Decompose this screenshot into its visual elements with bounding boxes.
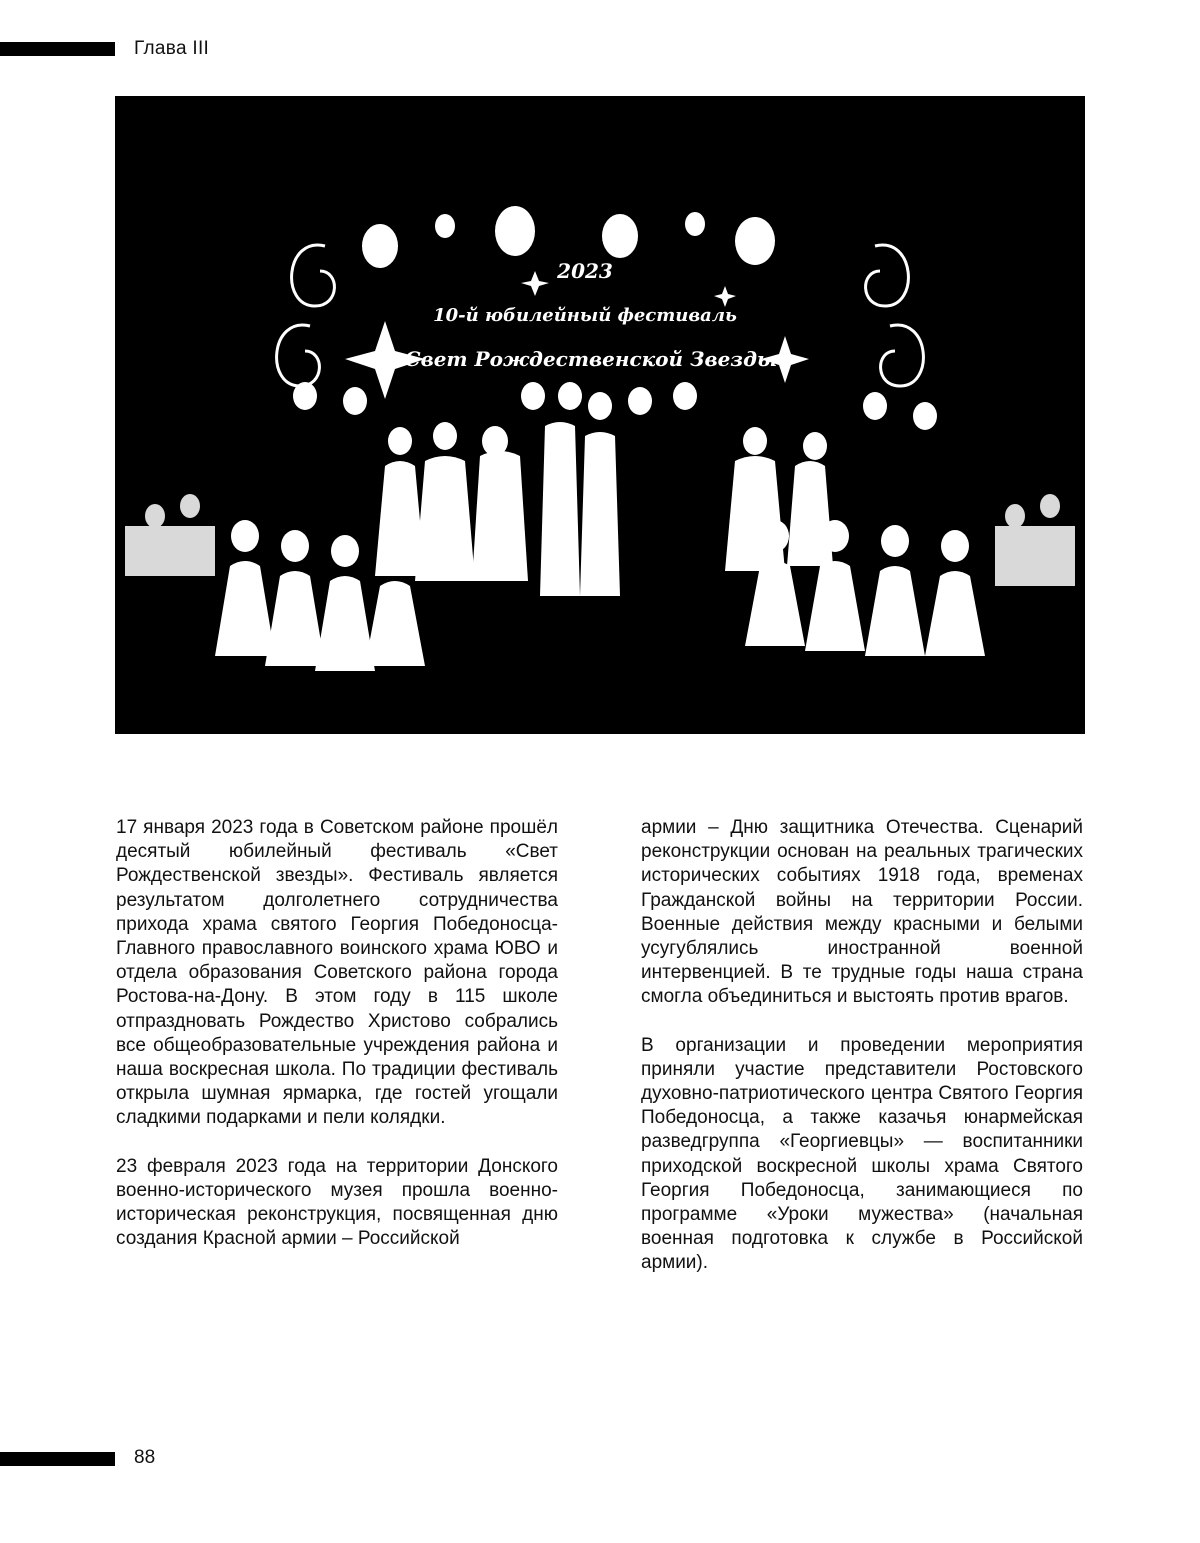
header-bar <box>0 42 115 56</box>
footer-bar <box>0 1452 115 1466</box>
page-number: 88 <box>134 1447 156 1468</box>
paragraph: В организации и проведении мероприятия приняли участие представители Ростовского духовно-патриотического центра Святого Георгия Победоносца, а также казачья юнармейская разведгруппа «Георгиевцы» — воспитанники приходской воскресной школы храма Святого Георгия Победоносца, занимающиеся по программе «Уроки мужества» (начальная военная подготовка к службе в Российской армии). <box>641 1034 1083 1274</box>
photo-svg <box>115 96 1085 734</box>
text-column-left <box>116 816 558 1275</box>
text-column-right <box>641 816 1083 1300</box>
paragraph: армии – Дню защитника Отечества. Сценарий реконструкции основан на реальных трагических исторических событиях 1918 года, временах Гражданской войны на территории России. Военные действия между красными и белыми усугублялись иностранной военной интервенцией. В те трудные годы наша страна смогла объединиться и выстоять против врагов. <box>641 817 1083 1008</box>
banner-line1: 10-й юбилейный фестиваль <box>433 305 737 326</box>
banner-line2: «Свет Рождественской Звезды» <box>392 347 790 371</box>
paragraph: 23 февраля 2023 года на территории Донского военно-исторического музея прошла военно-историческая реконструкция, посвященная дню создания Красной армии – Российской <box>116 1155 558 1250</box>
chapter-title: Глава III <box>134 38 210 59</box>
paragraph: 17 января 2023 года в Советском районе прошёл десятый юбилейный фестиваль «Свет Рождественской звезды». Фестиваль является результатом долголетнего сотрудничества прихода храма святого Георгия Победоносца-Главного православного воинского храма ЮВО и отдела образования Советского района города Ростова-на-Дону. В этом году в 115 школе отпраздновать Рождество Христово собрались все общеобразовательные учреждения района и наша воскресная школа. По традиции фестиваль открыла шумная ярмарка, где гостей угощали сладкими подарками и пели колядки. <box>116 817 558 1129</box>
festival-photo <box>115 96 1085 734</box>
banner-year: 2023 <box>557 259 613 283</box>
